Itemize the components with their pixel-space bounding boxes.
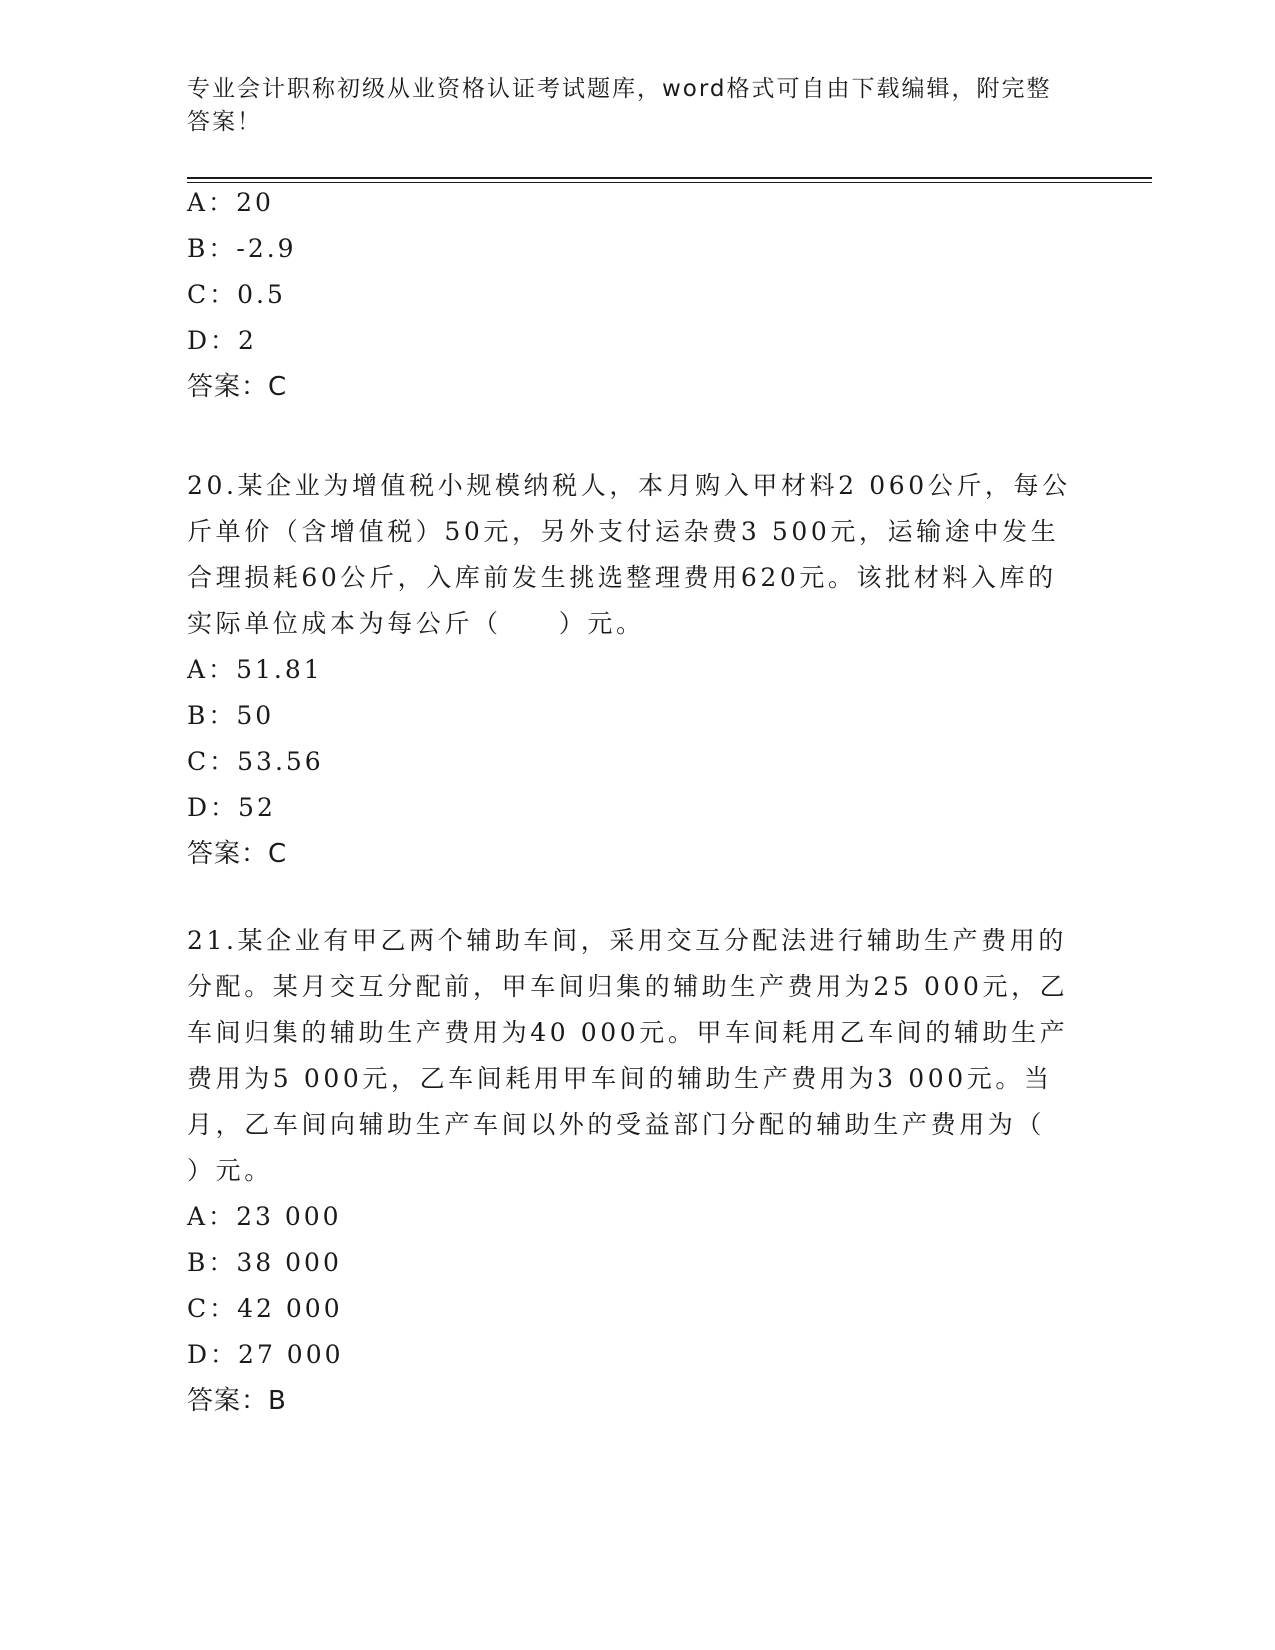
option-value: 0.5 <box>237 280 286 309</box>
option-label: D： <box>187 1340 239 1369</box>
question-19-options <box>187 180 1072 410</box>
question-stem-line: 车间归集的辅助生产费用为40 000元。甲车间耗用乙车间的辅助生产 <box>187 1018 1069 1047</box>
option-value: -2.9 <box>236 234 297 263</box>
question-21 <box>187 918 1072 1424</box>
question-stem-line: 实际单位成本为每公斤（ ）元。 <box>187 609 645 638</box>
option-d <box>187 785 1072 831</box>
option-value: 50 <box>236 701 275 730</box>
option-b <box>187 226 1072 272</box>
option-value: 20 <box>236 188 274 217</box>
answer: 答案：B <box>187 1386 287 1416</box>
option-label: C： <box>187 280 238 309</box>
option-b <box>187 1240 1072 1286</box>
option-label: A： <box>187 655 237 684</box>
option-value: 27 000 <box>238 1340 344 1369</box>
option-label: A： <box>187 188 237 217</box>
question-stem-line: 费用为5 000元，乙车间耗用甲车间的辅助生产费用为3 000元。当 <box>187 1064 1053 1093</box>
option-a <box>187 180 1072 226</box>
option-value: 51.81 <box>236 655 323 684</box>
option-d <box>187 318 1072 364</box>
question-stem-line: 斤单价（含增值税）50元，另外支付运杂费3 500元，运输途中发生 <box>187 517 1060 546</box>
question-20 <box>187 463 1072 877</box>
option-label: A： <box>187 1202 237 1231</box>
option-a <box>187 647 1072 693</box>
option-label: D： <box>187 793 239 822</box>
option-c <box>187 1286 1072 1332</box>
header-divider-thick <box>187 177 1152 179</box>
option-label: D： <box>187 326 239 355</box>
answer: 答案：C <box>187 372 288 402</box>
option-label: B： <box>187 234 237 263</box>
page-header: 专业会计职称初级从业资格认证考试题库，word格式可自由下载编辑，附完整答案！ <box>187 76 1052 135</box>
option-d <box>187 1332 1072 1378</box>
question-stem-line: ）元。 <box>187 1156 273 1185</box>
option-a <box>187 1194 1072 1240</box>
option-c <box>187 272 1072 318</box>
option-label: B： <box>187 701 237 730</box>
option-label: C： <box>187 747 238 776</box>
answer: 答案：C <box>187 839 288 869</box>
question-stem-line: 分配。某月交互分配前，甲车间归集的辅助生产费用为25 000元，乙 <box>187 972 1069 1001</box>
option-value: 23 000 <box>236 1202 342 1231</box>
option-label: C： <box>187 1294 238 1323</box>
question-stem-line: 20.某企业为增值税小规模纳税人，本月购入甲材料2 060公斤，每公 <box>187 471 1071 500</box>
option-c <box>187 739 1072 785</box>
question-stem-line: 21.某企业有甲乙两个辅助车间，采用交互分配法进行辅助生产费用的 <box>187 926 1067 955</box>
option-b <box>187 693 1072 739</box>
question-stem-line: 月，乙车间向辅助生产车间以外的受益部门分配的辅助生产费用为（ <box>187 1110 1046 1139</box>
option-value: 2 <box>238 326 257 355</box>
option-value: 53.56 <box>237 747 324 776</box>
option-value: 52 <box>238 793 276 822</box>
option-label: B： <box>187 1248 237 1277</box>
option-value: 38 000 <box>236 1248 342 1277</box>
question-stem-line: 合理损耗60公斤，入库前发生挑选整理费用620元。该批材料入库的 <box>187 563 1057 592</box>
option-value: 42 000 <box>237 1294 343 1323</box>
